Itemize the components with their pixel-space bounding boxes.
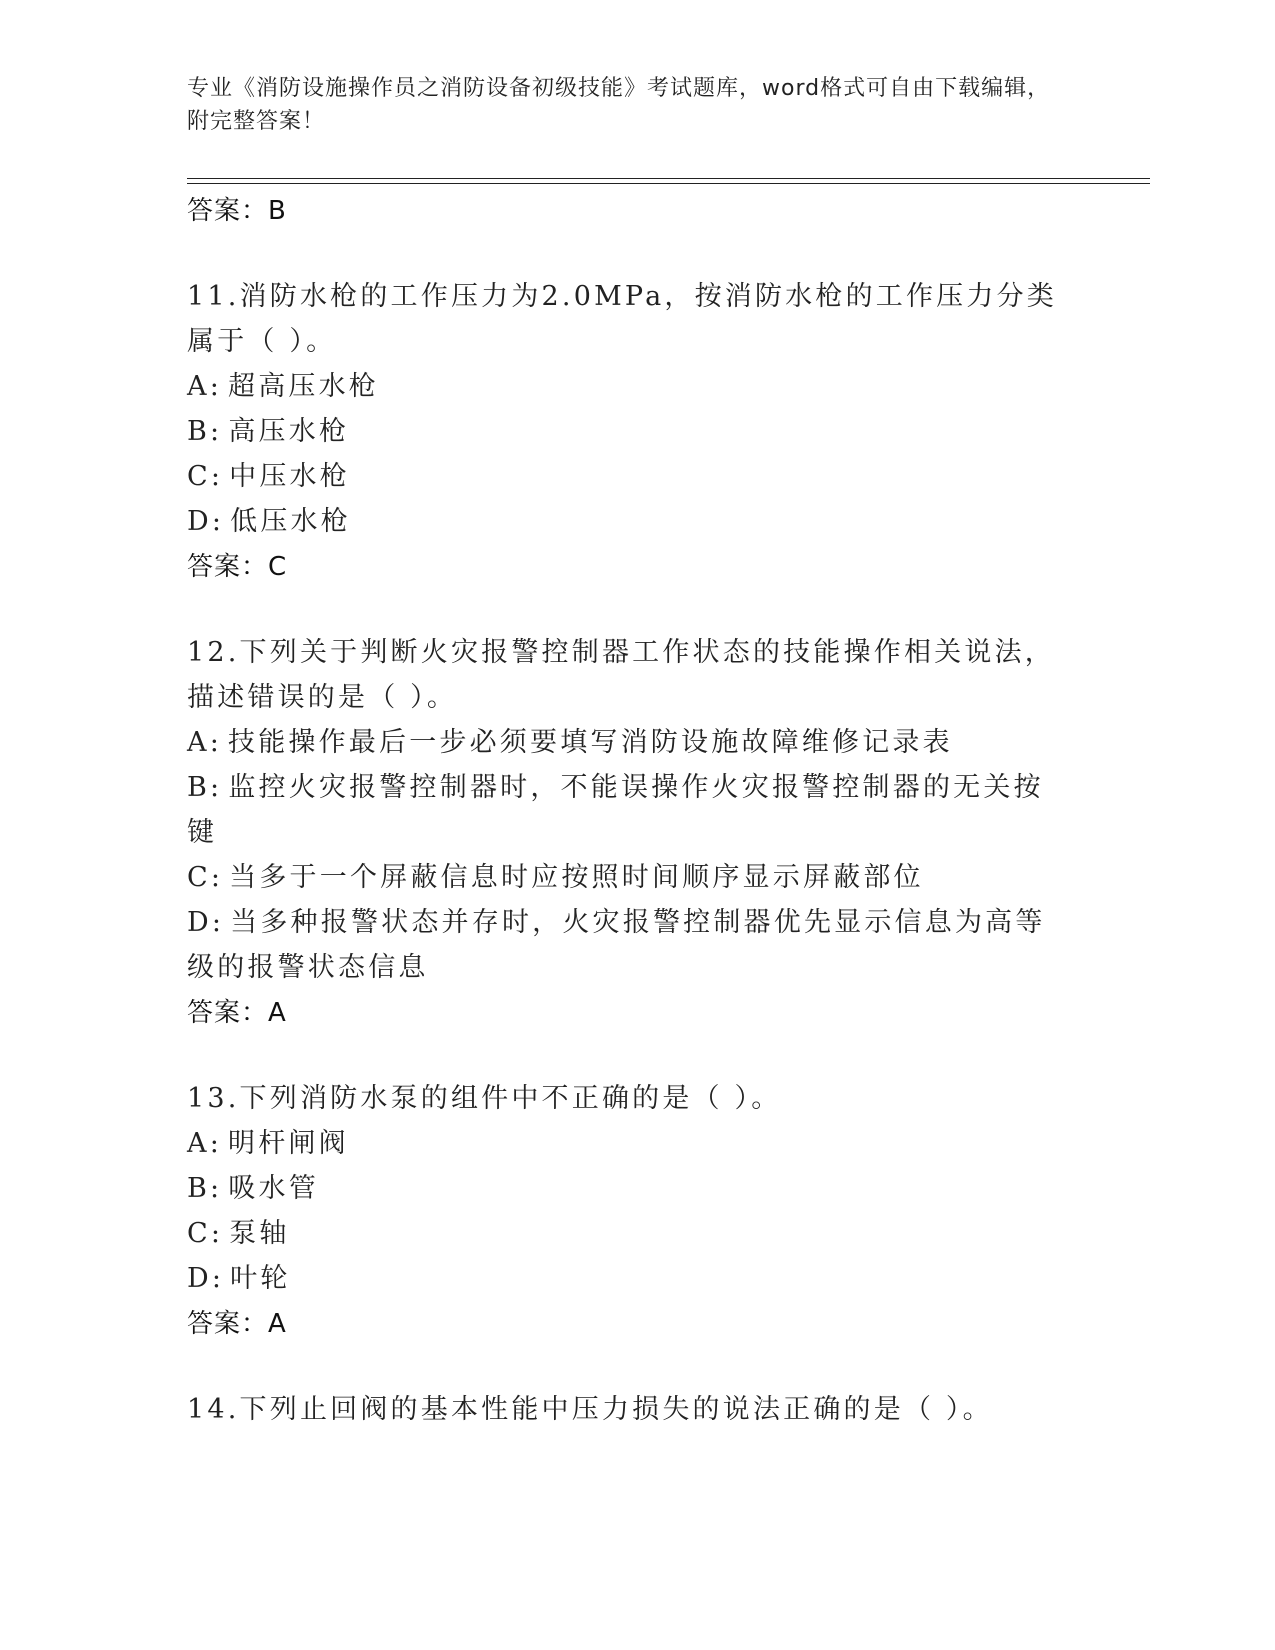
- option-text: 明杆闸阀: [228, 1128, 349, 1159]
- option-text: 高压水枪: [228, 416, 350, 447]
- option-a: [187, 1121, 1067, 1166]
- option-letter: D:: [187, 907, 225, 938]
- option-letter: C:: [187, 862, 224, 893]
- option-b: [187, 409, 1067, 454]
- option-letter: C:: [187, 461, 224, 492]
- option-d: [187, 499, 1067, 544]
- option-text: 当多于一个屏蔽信息时应按照时间顺序显示屏蔽部位: [229, 862, 924, 893]
- option-text: 叶轮: [230, 1263, 291, 1294]
- option-text: 吸水管: [228, 1173, 319, 1204]
- question-block-12: [187, 630, 1087, 1036]
- header-rule-top: [187, 178, 1150, 179]
- answer-line: 答案：A: [187, 998, 287, 1028]
- option-letter: C:: [187, 1218, 224, 1249]
- option-letter: A:: [187, 727, 222, 758]
- answer-line: 答案：A: [187, 1309, 287, 1339]
- option-b: [187, 765, 1067, 855]
- option-a: [187, 720, 1067, 765]
- option-c: [187, 855, 1067, 900]
- header-rule-bottom: [187, 183, 1150, 184]
- option-text: 低压水枪: [230, 506, 351, 537]
- question-text: 13.下列消防水泵的组件中不正确的是（ ）。: [187, 1083, 782, 1114]
- option-c: [187, 1211, 1067, 1256]
- option-letter: B:: [187, 1173, 223, 1204]
- question-block-14: [187, 1387, 1087, 1432]
- option-b: [187, 1166, 1067, 1211]
- option-a: [187, 364, 1067, 409]
- question-block-13: [187, 1076, 1087, 1347]
- answer-line: 答案：B: [187, 196, 287, 226]
- option-letter: A:: [187, 1128, 222, 1159]
- option-d: [187, 900, 1067, 990]
- option-text: 中压水枪: [229, 461, 350, 492]
- option-text: 监控火灾报警控制器时，不能误操作火灾报警控制器的无关按键: [187, 772, 1044, 848]
- answer-line: 答案：C: [187, 552, 288, 582]
- option-letter: D:: [187, 1263, 225, 1294]
- option-d: [187, 1256, 1067, 1301]
- option-text: 超高压水枪: [228, 371, 379, 402]
- option-text: 当多种报警状态并存时，火灾报警控制器优先显示信息为高等级的报警状态信息: [187, 907, 1046, 983]
- option-text: 泵轴: [229, 1218, 290, 1249]
- question-block-11: [187, 274, 1087, 590]
- option-c: [187, 454, 1067, 499]
- question-text: 14.下列止回阀的基本性能中压力损失的说法正确的是（ ）。: [187, 1394, 993, 1425]
- option-letter: A:: [187, 371, 222, 402]
- document-header: 专业《消防设施操作员之消防设备初级技能》考试题库，word格式可自由下载编辑，附完整答案！: [187, 76, 1051, 134]
- option-text: 技能操作最后一步必须要填写消防设施故障维修记录表: [228, 727, 953, 758]
- option-letter: D:: [187, 506, 225, 537]
- question-text: 11.消防水枪的工作压力为2.0MPa，按消防水枪的工作压力分类属于（ ）。: [187, 281, 1057, 357]
- question-text: 12.下列关于判断火灾报警控制器工作状态的技能操作相关说法，描述错误的是（ ）。: [187, 637, 1055, 713]
- option-letter: B:: [187, 772, 223, 803]
- question-list: [187, 188, 1087, 1432]
- option-letter: B:: [187, 416, 223, 447]
